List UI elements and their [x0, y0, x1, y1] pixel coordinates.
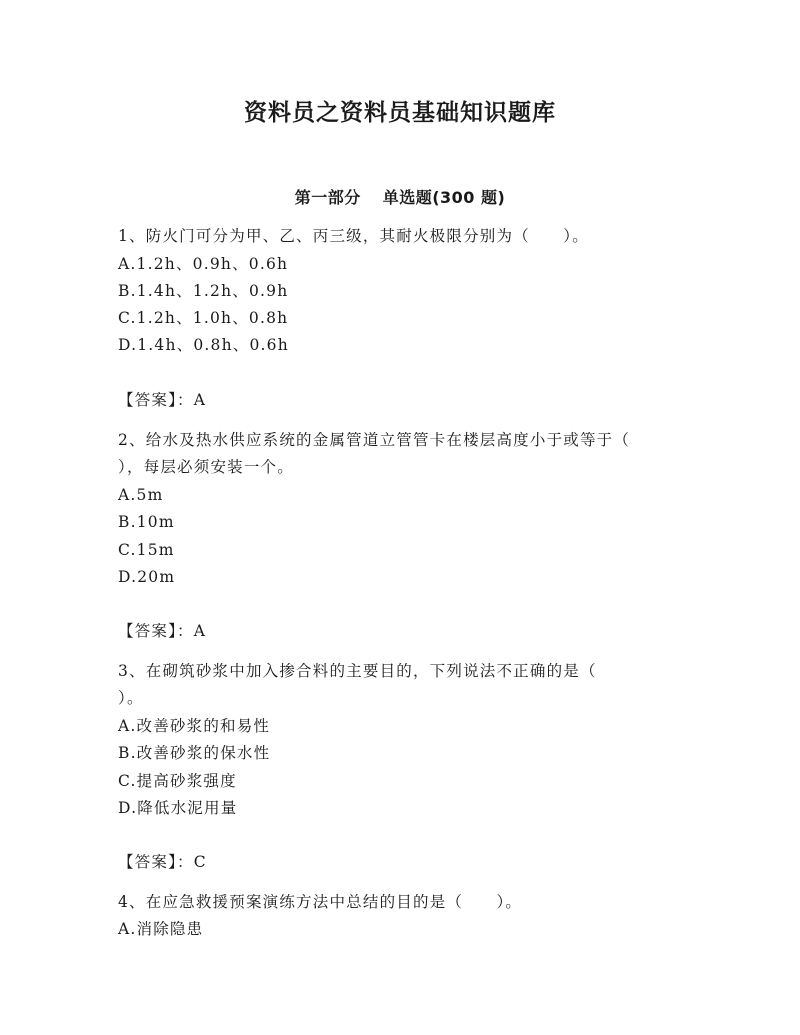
question-3-answer: 【答案】：C	[118, 853, 207, 871]
question-3-option-d: D.降低水泥用量	[118, 799, 238, 817]
question-2-text-line-2: ），每层必须安装一个。	[118, 458, 294, 476]
question-1-option-a: A.1.2h、0.9h、0.6h	[118, 255, 289, 273]
question-2-text-line-1: 2、给水及热水供应系统的金属管道立管管卡在楼层高度小于或等于（	[118, 431, 631, 449]
question-1-option-b: B.1.4h、1.2h、0.9h	[118, 282, 289, 300]
question-3-text-line-1: 3、在砌筑砂浆中加入掺合料的主要目的，下列说法不正确的是（	[118, 662, 597, 680]
question-1-option-d: D.1.4h、0.8h、0.6h	[118, 336, 289, 354]
question-3-option-a: A.改善砂浆的和易性	[118, 717, 271, 735]
question-1-answer: 【答案】：A	[118, 391, 207, 409]
question-4-text: 4、在应急救援预案演练方法中总结的目的是（ ）。	[118, 893, 523, 911]
question-4-option-a: A.消除隐患	[118, 920, 204, 938]
question-2-option-a: A.5m	[118, 486, 164, 504]
question-3-option-b: B.改善砂浆的保水性	[118, 744, 271, 762]
question-2-option-c: C.15m	[118, 541, 175, 559]
section-heading	[0, 185, 800, 208]
question-1-text: 1、防火门可分为甲、乙、丙三级，其耐火极限分别为（ ）。	[118, 227, 589, 245]
question-1-option-c: C.1.2h、1.0h、0.8h	[118, 309, 289, 327]
question-2-answer: 【答案】：A	[118, 622, 207, 640]
question-3-text-line-2: ）。	[118, 689, 144, 707]
question-3-option-c: C.提高砂浆强度	[118, 772, 237, 790]
question-2-option-d: D.20m	[118, 568, 176, 586]
question-2-option-b: B.10m	[118, 513, 175, 531]
section-label: 第一部分	[294, 188, 361, 207]
document-title: 资料员之资料员基础知识题库	[244, 100, 556, 126]
section-title: 单选题(300 题)	[382, 188, 506, 207]
